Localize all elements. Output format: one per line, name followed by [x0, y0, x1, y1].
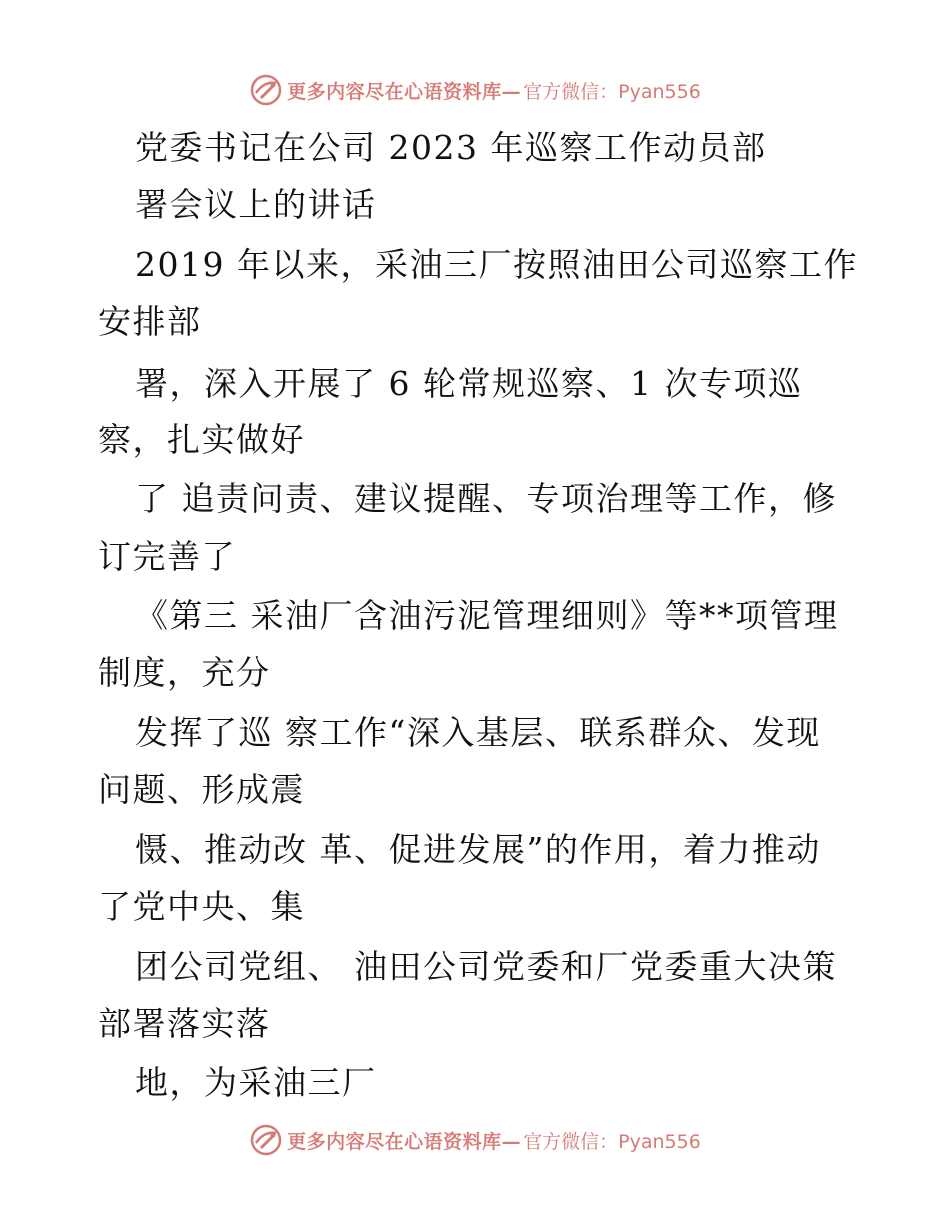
- watermark-wechat: 官方微信：Pyan556: [523, 80, 701, 103]
- text-line: 团公司党组、 油田公司党委和厂党委重大决策: [135, 947, 837, 986]
- text-line: 问题、形成震: [98, 770, 305, 809]
- text-line: 了党中央、集: [98, 887, 305, 926]
- text-line: 署，深入开展了 6 轮常规巡察、1 次专项巡: [135, 364, 803, 403]
- text-line: 制度，充分: [98, 653, 271, 692]
- text-line: 慑、推动改 革、促进发展”的作用，着力推动: [135, 830, 821, 869]
- title-line-1: 党委书记在公司 2023 年巡察工作动员部: [135, 128, 767, 167]
- title-line-2: 署会议上的讲话: [135, 185, 377, 224]
- text-line: 部署落实落: [98, 1004, 271, 1043]
- text-line: 察，扎实做好: [98, 420, 305, 459]
- text-line: 订完善了: [98, 537, 236, 576]
- footer-watermark: [0, 1123, 950, 1157]
- text-line: 2019 年以来，采油三厂按照油田公司巡察工作: [135, 245, 858, 284]
- header-watermark: [0, 73, 950, 107]
- text-line: 地，为采油三厂: [135, 1063, 377, 1102]
- watermark-text: 更多内容尽在心语资料库—: [287, 80, 522, 103]
- watermark-wechat: 官方微信：Pyan556: [523, 1130, 701, 1153]
- brand-logo-icon: [249, 1123, 283, 1157]
- watermark-text: 更多内容尽在心语资料库—: [287, 1130, 522, 1153]
- brand-logo-icon: [249, 73, 283, 107]
- text-line: 发挥了巡 察工作“深入基层、联系群众、发现: [135, 713, 821, 752]
- text-line: 了 追责问责、建议提醒、专项治理等工作，修: [135, 479, 837, 518]
- text-line: 《第三 采油厂含油污泥管理细则》等**项管理: [135, 596, 839, 635]
- text-line: 安排部: [98, 302, 202, 341]
